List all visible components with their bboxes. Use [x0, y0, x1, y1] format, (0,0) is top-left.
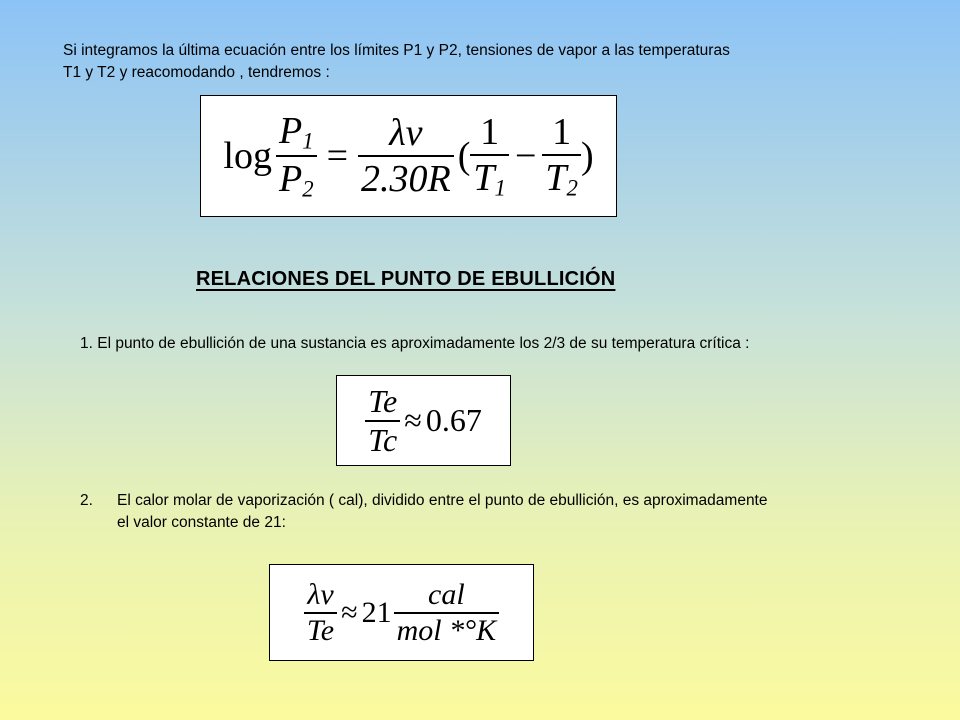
eq1-fraction-t1	[470, 110, 509, 202]
eq1-log: log	[223, 135, 272, 177]
item-2-line-2: el valor constante de 21:	[117, 514, 286, 531]
eq3-fraction-unit	[394, 578, 500, 648]
eq1-p2-sub: 2	[302, 176, 314, 202]
item-2-number: 2.	[80, 492, 93, 509]
eq2-fraction	[365, 383, 400, 459]
equation-boiling-ratio	[337, 376, 510, 465]
eq1-open-paren: (	[457, 135, 471, 177]
eq3-fraction-lambda	[304, 578, 337, 648]
eq2-value: 0.67	[425, 402, 482, 438]
eq1-fraction-p	[276, 109, 317, 202]
eq1-minus: −	[514, 135, 537, 177]
equation-boiling-ratio-box	[336, 375, 511, 466]
eq3-numerator: λv	[307, 577, 334, 611]
eq1-fraction-lambda	[358, 111, 454, 201]
eq1-t1: T	[473, 157, 495, 200]
eq1-one-a: 1	[480, 111, 500, 154]
eq1-t2: T	[545, 157, 567, 200]
eq1-p1: P	[278, 110, 303, 153]
eq1-fraction-t2	[542, 110, 581, 202]
eq3-unit-num: cal	[428, 577, 465, 611]
intro-line-2: T1 y T2 y reacomodando , tendremos :	[63, 64, 330, 81]
eq1-t2-sub: 2	[566, 175, 578, 201]
section-title: RELACIONES DEL PUNTO DE EBULLICIÓN	[196, 268, 616, 290]
item-2-text	[117, 490, 937, 534]
item-1-text: 1. El punto de ebullición de una sustancia es aproximadamente los 2/3 de su temperatura crítica :	[80, 335, 750, 352]
equation-trouton-box	[269, 564, 534, 661]
equation-clausius-box	[200, 95, 617, 217]
eq1-close-paren: )	[580, 135, 594, 177]
eq1-denominator: 2.30R	[361, 158, 451, 200]
eq2-approx: ≈	[404, 402, 422, 438]
eq1-equals: =	[326, 135, 349, 177]
eq3-approx: ≈	[341, 595, 358, 629]
eq2-denominator: Tc	[368, 421, 398, 458]
eq1-t1-sub: 1	[494, 175, 506, 201]
intro-text	[63, 40, 923, 84]
eq3-unit-den: mol *°K	[396, 613, 497, 647]
eq1-p2: P	[278, 158, 303, 200]
eq1-p1-sub: 1	[302, 129, 314, 154]
eq1-lambda-v: λv	[389, 112, 423, 154]
eq2-numerator: Te	[368, 382, 398, 419]
item-2-line-1: El calor molar de vaporización ( cal), dividido entre el punto de ebullición, es aproximadamente	[117, 492, 768, 509]
eq3-value: 21	[361, 595, 392, 629]
equation-clausius	[201, 96, 616, 216]
eq3-denominator: Te	[306, 613, 335, 647]
intro-line-1: Si integramos la última ecuación entre los límites P1 y P2, tensiones de vapor a las temperaturas	[63, 42, 730, 59]
equation-trouton	[270, 565, 533, 660]
eq1-one-b: 1	[552, 111, 572, 154]
